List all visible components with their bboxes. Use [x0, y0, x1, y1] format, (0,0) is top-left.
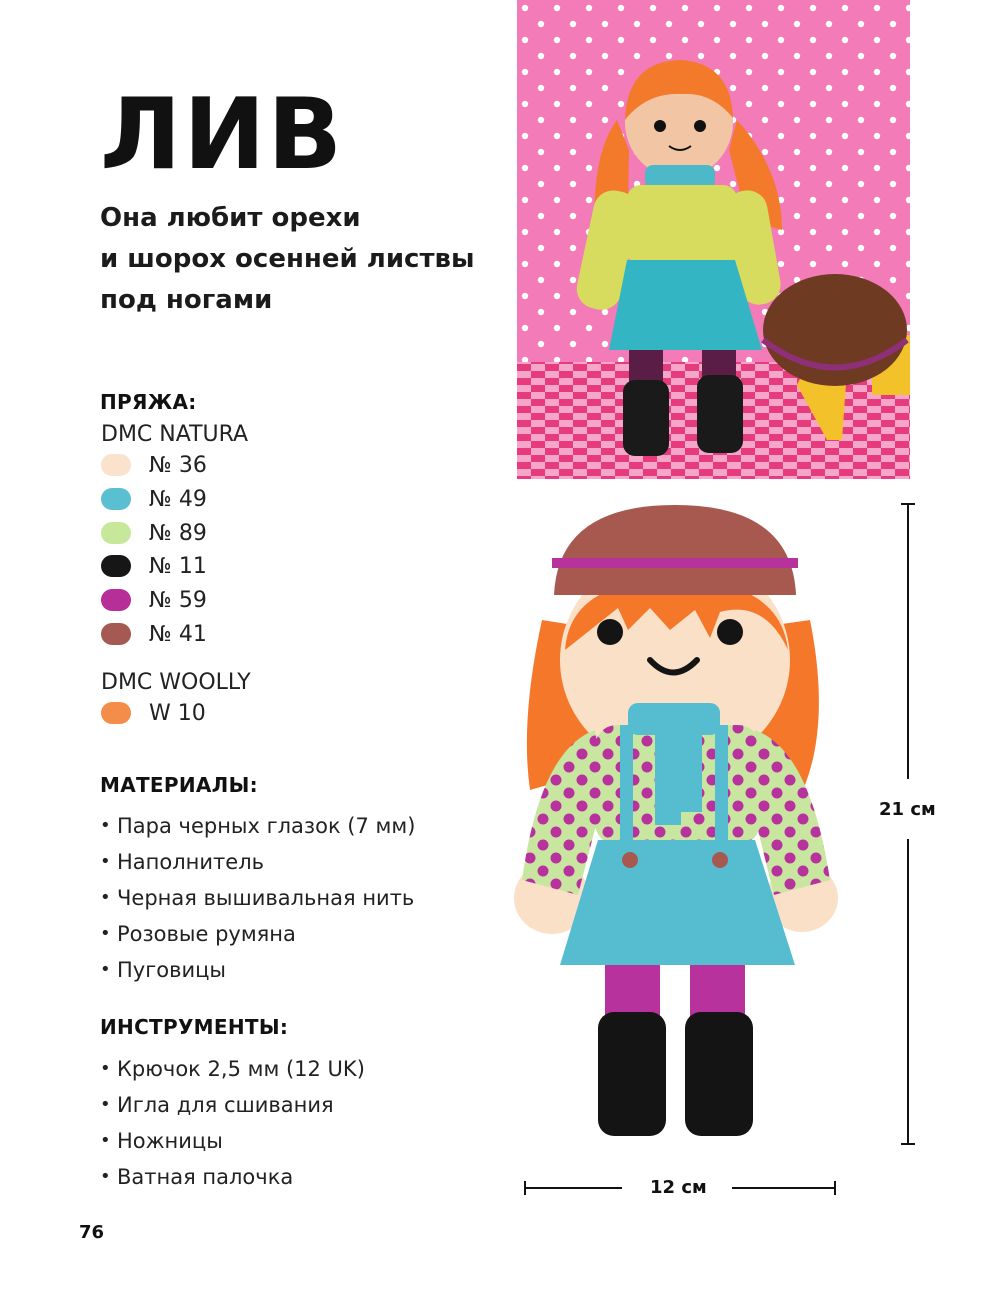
yarn-code: № 41 [149, 621, 207, 647]
yarn-item [101, 484, 207, 514]
doll-illustration [510, 500, 850, 1160]
yarn-item [101, 551, 207, 581]
color-swatch [101, 454, 131, 476]
yarn-item [101, 698, 206, 728]
height-dimension-line [898, 503, 918, 1145]
subtitle-line: и шорох осенней листвы [100, 244, 475, 274]
list-item-text: Игла для сшивания [117, 1093, 334, 1117]
list-item [100, 880, 415, 916]
list-item-text: Ватная палочка [117, 1165, 294, 1189]
yarn-code: № 11 [149, 553, 207, 579]
materials-heading: МАТЕРИАЛЫ: [100, 773, 258, 797]
list-item [100, 952, 415, 988]
list-item-text: Наполнитель [117, 850, 264, 874]
tools-heading: ИНСТРУМЕНТЫ: [100, 1015, 289, 1039]
bullet: • [100, 959, 111, 980]
color-swatch [101, 555, 131, 577]
yarn-item [101, 450, 207, 480]
list-item [100, 1123, 365, 1159]
width-label: 12 см [650, 1177, 707, 1198]
color-swatch [101, 522, 131, 544]
list-item-text: Пара черных глазок (7 мм) [117, 814, 416, 838]
subtitle-line: Она любит орехи [100, 203, 361, 233]
yarn-heading: ПРЯЖА: [100, 390, 197, 414]
bullet: • [100, 851, 111, 872]
yarn-code: № 89 [149, 520, 207, 546]
subtitle [100, 198, 475, 321]
color-swatch [101, 623, 131, 645]
bullet: • [100, 815, 111, 836]
bullet: • [100, 887, 111, 908]
bullet: • [100, 1058, 111, 1079]
bullet: • [100, 1094, 111, 1115]
bullet: • [100, 1166, 111, 1187]
yarn-item [101, 585, 207, 615]
color-swatch [101, 488, 131, 510]
list-item-text: Розовые румяна [117, 922, 296, 946]
tools-list [100, 1051, 365, 1195]
list-item [100, 1159, 365, 1195]
yarn-code: W 10 [149, 700, 206, 726]
yarn-code: № 49 [149, 486, 207, 512]
list-item [100, 844, 415, 880]
list-item [100, 1051, 365, 1087]
yarn-code: № 59 [149, 587, 207, 613]
yarn-brand-woolly: DMC WOOLLY [101, 670, 251, 695]
bullet: • [100, 1130, 111, 1151]
list-item-text: Черная вышивальная нить [117, 886, 415, 910]
list-item [100, 1087, 365, 1123]
list-item-text: Пуговицы [117, 958, 226, 982]
list-item [100, 916, 415, 952]
subtitle-line: под ногами [100, 285, 273, 315]
color-swatch [101, 702, 131, 724]
doll-photo [517, 0, 910, 479]
materials-list [100, 808, 415, 988]
bullet: • [100, 923, 111, 944]
yarn-item [101, 619, 207, 649]
list-item [100, 808, 415, 844]
page-title: ЛИВ [100, 78, 345, 192]
page-number: 76 [79, 1222, 105, 1243]
yarn-brand-natura: DMC NATURA [101, 422, 249, 447]
color-swatch [101, 589, 131, 611]
yarn-code: № 36 [149, 452, 207, 478]
list-item-text: Ножницы [117, 1129, 223, 1153]
yarn-item [101, 518, 207, 548]
list-item-text: Крючок 2,5 мм (12 UK) [117, 1057, 365, 1081]
height-label: 21 см [879, 799, 936, 820]
